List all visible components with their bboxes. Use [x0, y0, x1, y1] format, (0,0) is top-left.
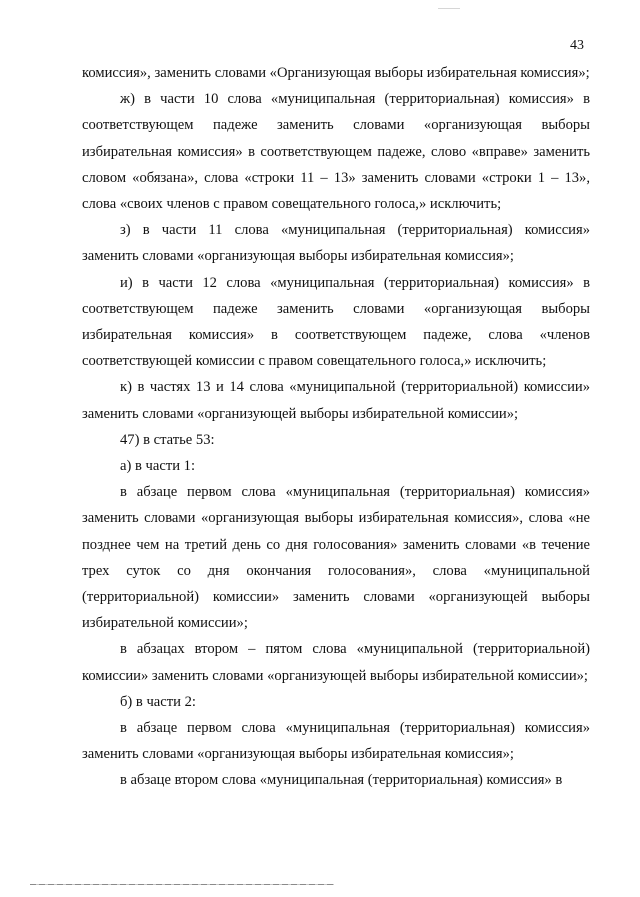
- paragraph-article-53-heading: 47) в статье 53:: [120, 431, 215, 448]
- paragraph-part-2-heading: б) в части 2:: [120, 693, 196, 710]
- scan-artifact-line: [438, 8, 460, 9]
- paragraph-part-2-second-abzac: в абзаце втором слова «муниципальная (территориальная) комиссия» в: [120, 772, 563, 789]
- paragraph-part-1-heading: а) в части 1:: [120, 458, 196, 475]
- paragraph-part-1-second-fifth-abzac: в абзацах втором – пятом слова «муниципальной (территориальной) комиссии» заменить словами «организующей выборы избирательной комиссии»;: [82, 641, 590, 684]
- paragraph-item-i: и) в части 12 слова «муниципальная (территориальная) комиссия» в соответствующем падеже заменить словами «организующая выборы избирательная комиссия» в соответствующем падеже, слова «членов соответствующей комиссии с правом совещательного голоса,» исключить;: [82, 274, 590, 370]
- paragraph-item-z: з) в части 11 слова «муниципальная (территориальная) комиссия» заменить словами «организующая выборы избирательная комиссия»;: [82, 222, 590, 265]
- paragraph-part-2-first-abzac: в абзаце первом слова «муниципальная (территориальная) комиссия» заменить словами «организующая выборы избирательная комиссия»;: [82, 720, 590, 763]
- document-body: [82, 60, 590, 794]
- paragraph-item-zh: ж) в части 10 слова «муниципальная (территориальная) комиссия» в соответствующем падеже заменить словами «организующая выборы избирательная комиссия» в соответствующем падеже, слово «вправе» заменить словом «обязана», слова «строки 11 – 13» заменить словами «строки 1 – 13», слова «своих членов с правом совещательного голоса,» исключить;: [82, 91, 590, 213]
- scan-bottom-edge-line: [30, 884, 334, 885]
- paragraph-part-1-first-abzac: в абзаце первом слова «муниципальная (территориальная) комиссия» заменить словами «организующая выборы избирательная комиссия», слова «не позднее чем на третий день со дня голосования» заменить словами «в течение трех суток со дня окончания голосования», слова «муниципальной (территориальной) комиссии» заменить словами «организующей выборы избирательной комиссии»;: [82, 484, 590, 632]
- page-number: 43: [570, 38, 584, 53]
- paragraph-continuation: комиссия», заменить словами «Организующая выборы избирательная комиссия»;: [82, 65, 590, 81]
- paragraph-item-k: к) в частях 13 и 14 слова «муниципальной (территориальной) комиссии» заменить словами «организующей выборы избирательной комиссии»;: [82, 379, 590, 422]
